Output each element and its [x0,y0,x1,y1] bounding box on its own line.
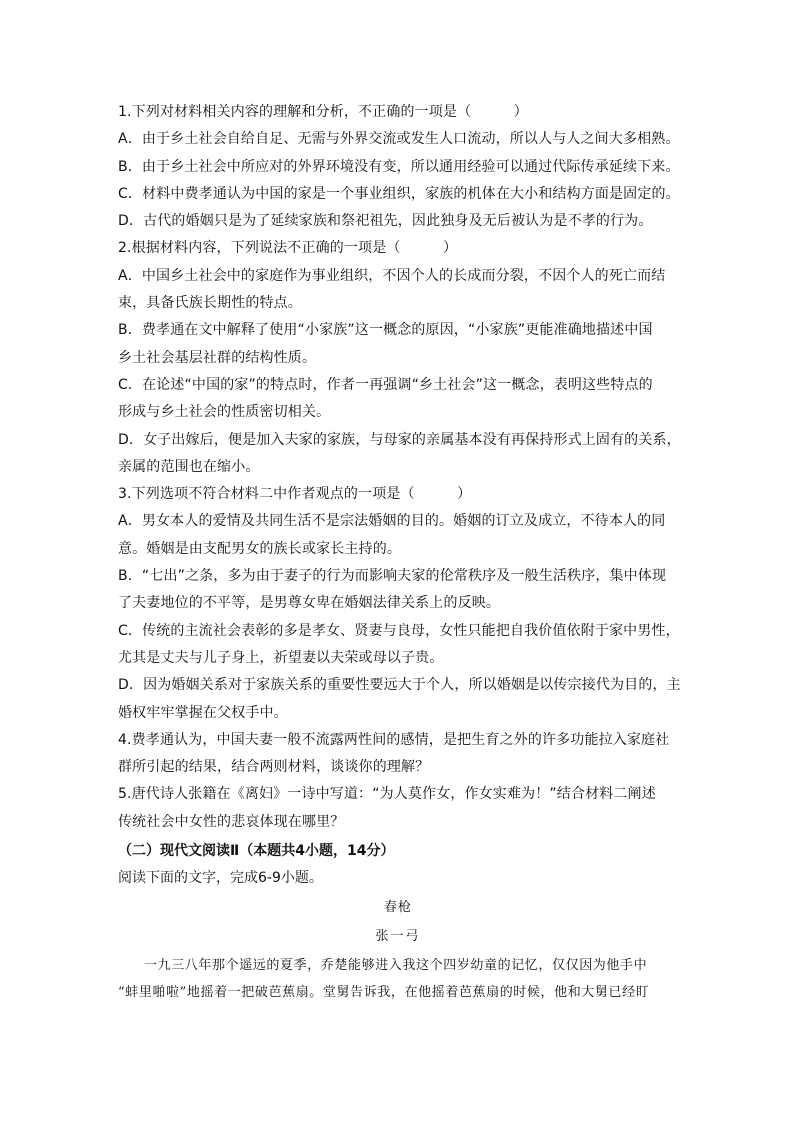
question-3-option-b: B．“七出”之条，多为由于妻子的行为而影响夫家的伦常秩序及一般生活秩序，集中体现 [118,568,667,585]
question-3-option-a: A．男女本人的爱情及共同生活不是宗法婚姻的目的。婚姻的订立及成立，不待本人的同 [118,513,666,530]
story-paragraph-line-2: “蚌里啪啦”地摇着一把破芭蕉扇。堂舅告诉我，在他摇着芭蕉扇的时候，他和大舅已经盯 [118,985,650,1001]
question-2-option-d: D．女子出嫁后，便是加入夫家的家族，与母家的亲属基本没有再保持形式上固有的关系， [118,431,681,448]
question-2-option-b-cont: 乡土社会基层社群的结构性质。 [118,349,317,366]
question-1-stem: 1.下列对材料相关内容的理解和分析，不正确的一项是（ ） [118,104,528,120]
section-instruction: 阅读下面的文字，完成6-9小题。 [118,870,323,887]
question-3-option-b-cont: 了夫妻地位的不平等，是男尊女卑在婚姻法律关系上的反映。 [118,595,501,612]
question-1-option-a: A．由于乡土社会自给自足、无需与外界交流或发生人口流动，所以人与人之间大多相熟。 [118,131,680,148]
question-3-option-d-cont: 婚权牢牢掌握在父权手中。 [118,704,288,721]
question-3-option-d: D．因为婚姻关系对于家族关系的重要性要远大于个人，所以婚姻是以传宗接代为目的，主 [118,677,681,694]
question-2-option-d-cont: 亲属的范围也在缩小。 [118,458,260,475]
question-3-option-a-cont: 意。婚姻是由支配男女的族长或家长主持的。 [118,540,401,557]
question-2-option-a-cont: 束，具备氏族长期性的特点。 [118,295,302,312]
question-1-option-c: C．材料中费孝通认为中国的家是一个事业组织，家族的机体在大小和结构方面是固定的。 [118,185,680,202]
question-2-stem: 2.根据材料内容，下列说法不正确的一项是（ ） [118,240,458,257]
document-page [118,99,681,1006]
story-title: 春枪 [383,900,412,916]
question-2-option-b: B．费孝通在文中解释了使用“小家族”这一概念的原因，“小家族”更能准确地描述中国 [118,322,653,339]
question-5: 5.唐代诗人张籍在《离妇》一诗中写道：“为人莫作女，作女实难为！”结合材料二阐述 [118,786,656,803]
question-3-option-c-cont: 尤其是丈夫与儿子身上，祈望妻以夫荣或母以子贵。 [118,649,444,666]
question-3-stem: 3.下列选项不符合材料二中作者观点的一项是（ ） [118,486,472,503]
question-4: 4.费孝通认为，中国夫妻一般不流露两性间的感情，是把生育之外的许多功能拉入家庭社 [118,731,670,748]
question-2-option-c-cont: 形成与乡土社会的性质密切相关。 [118,404,331,421]
section-heading: （二）现代文阅读Ⅱ（本题共4小题，14分） [118,843,395,860]
story-paragraph-line-1: 一九三八年那个遥远的夏季，乔楚能够进入我这个四岁幼童的记忆，仅仅因为他手中 [144,958,648,974]
story-author: 张一弓 [375,929,421,945]
question-3-option-c: C．传统的主流社会表彰的多是孝女、贤妻与良母，女性只能把自我价值依附于家中男性， [118,622,680,639]
question-1-option-d: D．古代的婚姻只是为了延续家族和祭祀祖先，因此独身及无后被认为是不孝的行为。 [118,213,653,230]
question-4-cont: 群所引起的结果，结合两则材料，谈谈你的理解？ [118,759,430,776]
question-5-cont: 传统社会中女性的悲哀体现在哪里？ [118,813,345,830]
question-2-option-c: C．在论述“中国的家”的特点时，作者一再强调“乡土社会”这一概念，表明这些特点的 [118,376,653,393]
question-2-option-a: A．中国乡土社会中的家庭作为事业组织，不因个人的长成而分裂，不因个人的死亡而结 [118,267,666,284]
question-1-option-b: B．由于乡土社会中所应对的外界环境没有变，所以通用经验可以通过代际传承延续下来。 [118,158,680,175]
